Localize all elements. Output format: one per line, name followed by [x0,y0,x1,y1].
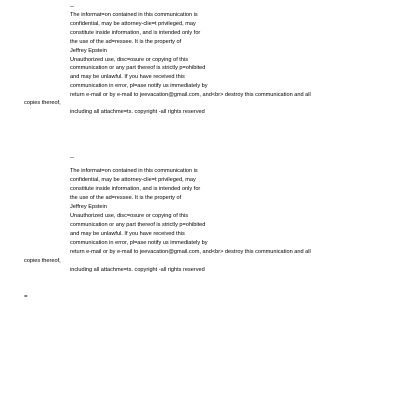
disclaimer-line: and may be unlawful. If you have received this [70,231,185,237]
disclaimer-line: copies thereof, [24,258,61,264]
disclaimer-line: return e-mail or by e-mail to jeevacation@gmail.com, and<br> destroy this communication and all [70,92,311,98]
disclaimer-line: including all attachme=ts. copyright -all rights reserved [70,267,205,273]
disclaimer-line: constitute inside information, and is intended only for [70,186,201,192]
disclaimer-line: constitute inside information, and is intended only for [70,30,201,36]
disclaimer-line: confidential, may be attorney-clie=t privileged, may [70,21,196,27]
disclaimer-line: The informat=on contained in this communication is [70,168,198,174]
disclaimer-line: return e-mail or by e-mail to jeevacation@gmail.com, and<br> destroy this communication and all [70,249,311,255]
disclaimer-line: Jeffrey Epstein [70,48,107,54]
disclaimer-line: and may be unlawful. If you have received this [70,74,185,80]
disclaimer-line: including all attachme=ts. copyright -all rights reserved [70,109,205,115]
disclaimer-line: The informat=on contained in this communication is [70,12,198,18]
disclaimer-line: Unauthorized use, disc=osure or copying of this [70,57,189,63]
disclaimer-line: confidential, may be attorney-clie=t privileged, may [70,177,196,183]
disclaimer-line: communication or any part thereof is strictly p=ohibited [70,222,206,228]
disclaimer-line: the use of the ad=ressee. It is the property of [70,39,182,45]
disclaimer-line: Jeffrey Epstein [70,204,107,210]
separator-top: -- [70,4,74,10]
disclaimer-line: the use of the ad=ressee. It is the property of [70,195,182,201]
disclaimer-line: copies thereof, [24,100,61,106]
separator-middle: -- [70,155,74,161]
separator-bottom: = [24,294,28,300]
disclaimer-line: Unauthorized use, disc=osure or copying of this [70,213,189,219]
disclaimer-line: communication or any part thereof is strictly p=ohibited [70,65,206,71]
disclaimer-line: communication in error, pl=ase notify us immediately by [70,83,208,89]
disclaimer-line: communication in error, pl=ase notify us immediately by [70,240,208,246]
